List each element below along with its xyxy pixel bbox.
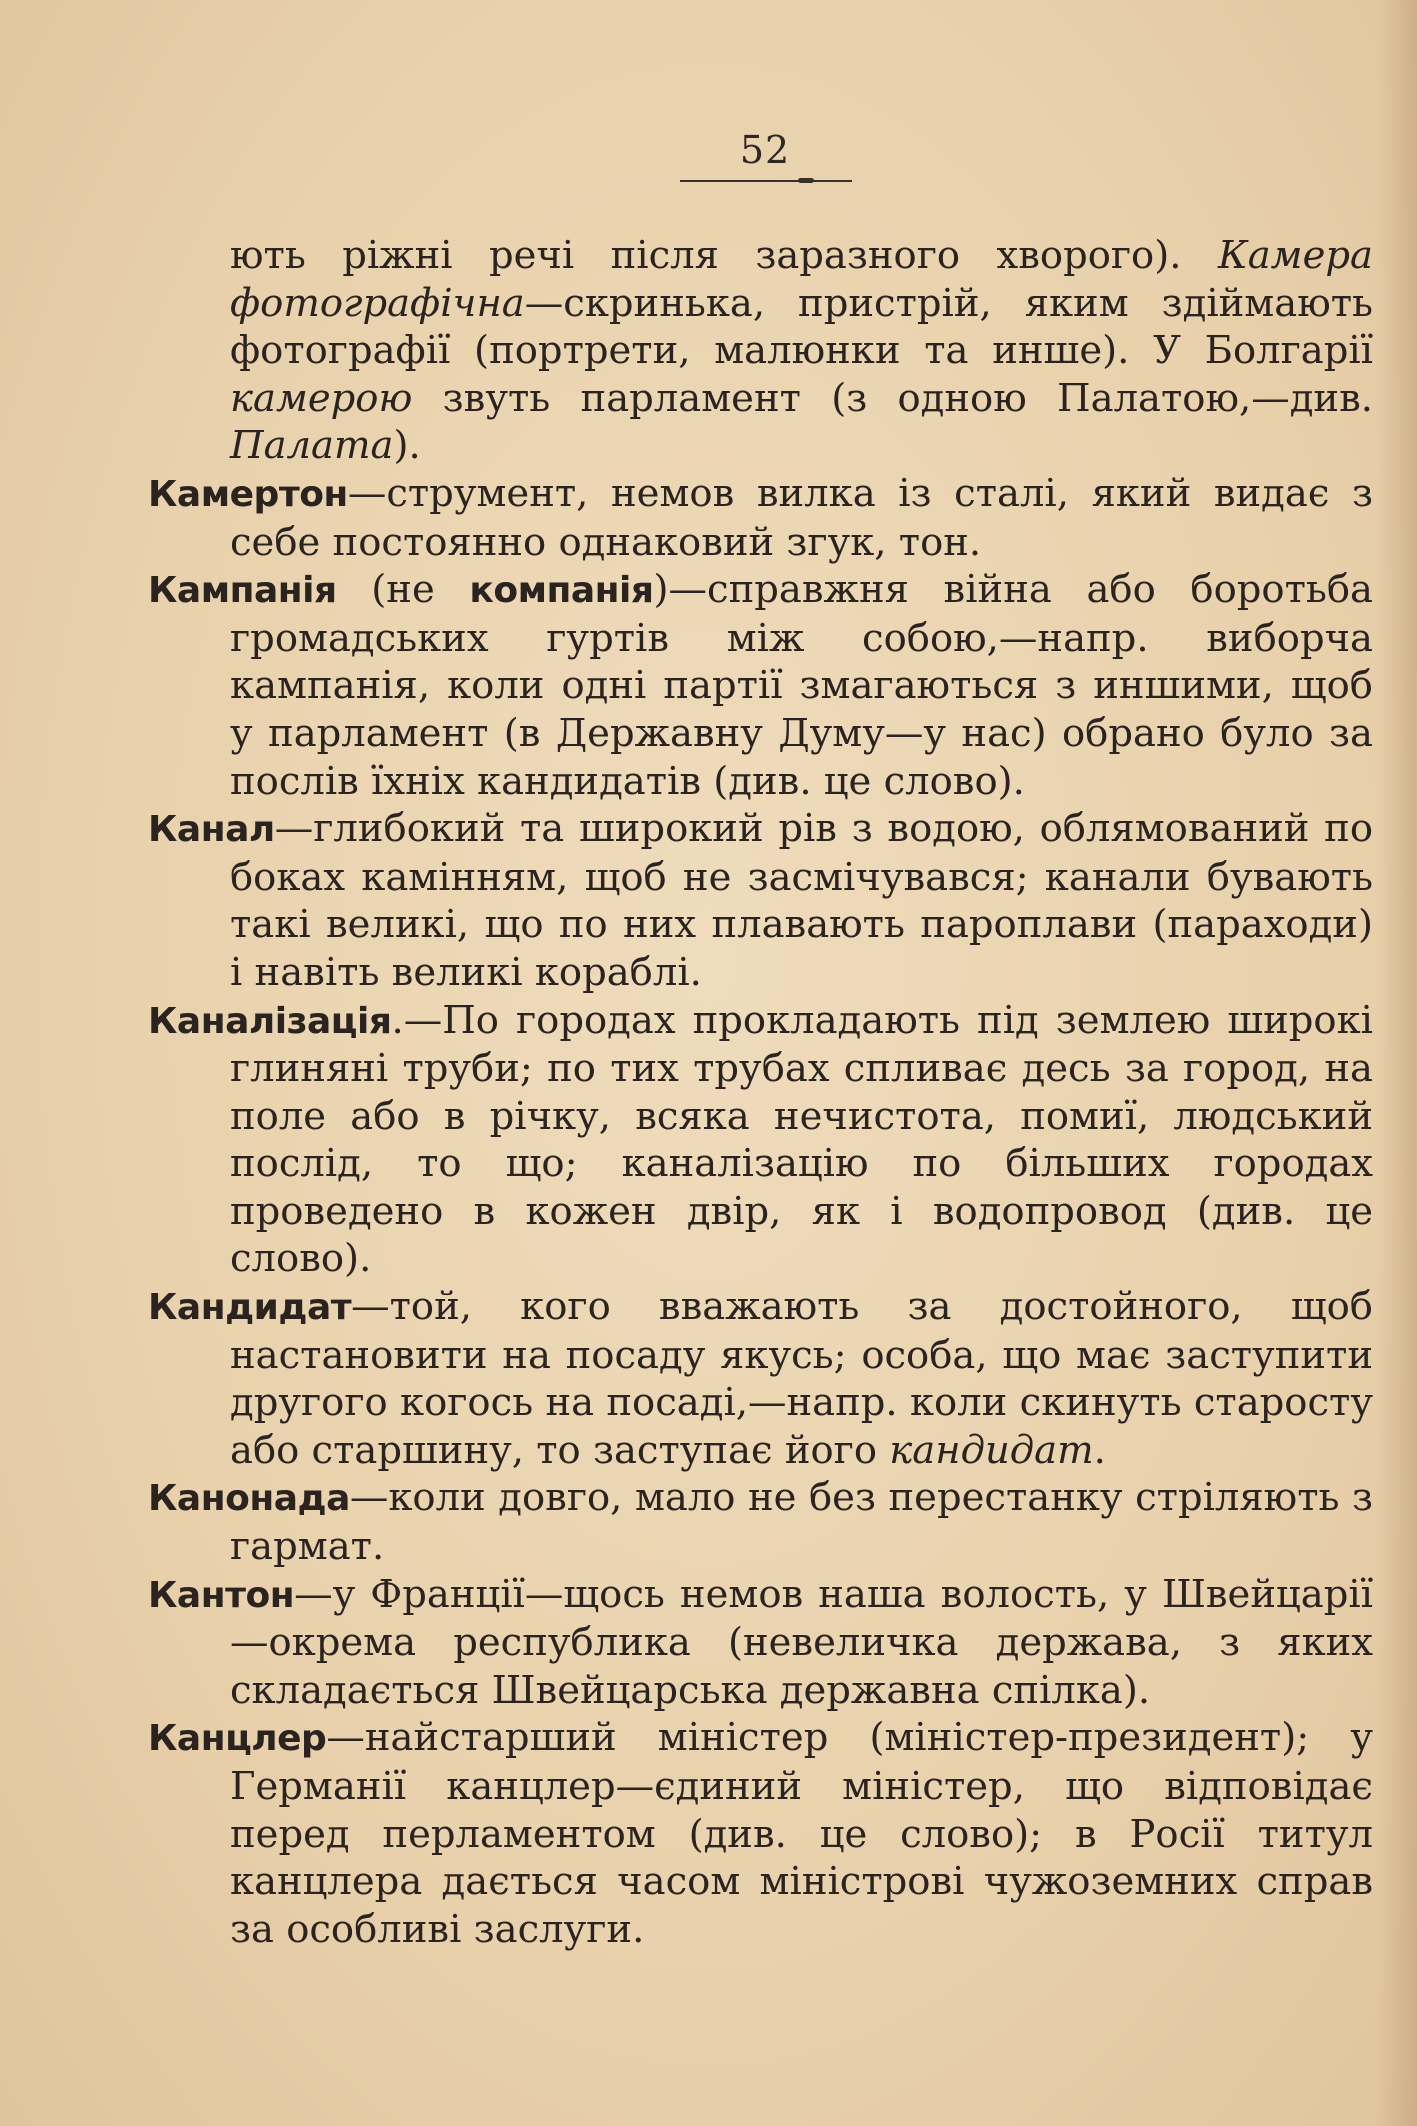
headword: Канонада <box>148 1478 350 1520</box>
definition: (не <box>336 567 470 613</box>
dictionary-text <box>148 232 1373 1953</box>
definition: —глибокий та широкий рів з водою, облямований по боках камінням, щоб не засмічувався; канали бувають такі великі, що по них плавають пароплави (параходи) і навіть великі кораблі. <box>230 806 1373 995</box>
definition: .—По городах прокладають під землею широкі глиняні труби; по тих трубах спливає десь за город, на поле або в річку, всяка нечистота, помиї, людський послід, то що; каналізацію по більших городах проведено в кожен двір, як і водопровод (див. це слово). <box>230 997 1373 1282</box>
intro-italic-term-3: Палата <box>230 423 394 469</box>
entry-kantsler <box>148 1714 1373 1953</box>
headword: Канал <box>148 809 275 851</box>
intro-italic-term-1: Камера фотографічна <box>230 233 1373 326</box>
intro-text-3: звуть парламент (з одною Палатою,—див. <box>412 375 1373 421</box>
entry-kandydat <box>148 1283 1373 1474</box>
entry-kamerton <box>148 470 1373 566</box>
intro-text-1: ють ріжні речі після заразного хворого). <box>230 233 1218 278</box>
headword: Камертон <box>148 473 348 515</box>
headword: Кандидат <box>148 1287 352 1329</box>
definition: —той, кого вважають за достойного, щоб настановити на посаду якусь; особа, що має заступити другого когось на посаді,—напр. коли скинуть старосту або старшину, то заступає його <box>230 1284 1373 1473</box>
entry-kanonada <box>148 1474 1373 1570</box>
headword: Кампанія <box>148 570 337 612</box>
definition-continued: )—справжня війна або боротьба громадських гуртів між собою,—напр. виборча кампанія, коли одні партії змагаються з иншими, щоб у парламент (в Державну Думу—у нас) обрано було за послів їхніх кандидатів (див. це слово). <box>230 567 1373 804</box>
entry-kampaniia <box>148 566 1373 805</box>
definition: —у Франції—щось немов наша волость, у Швейцарії—окрема республика (невеличка держава, з яких складається Швейцарська державна спілка). <box>230 1571 1373 1713</box>
definition: —коли довго, мало не без перестанку стріляють з гармат. <box>230 1475 1373 1570</box>
definition: —найстарший міністер (міністер-президент); у Германії канцлер—єдиний міністер, що відповідає перед перламентом (див. це слово); в Росії титул канцлера дається часом міністрові чужоземних справ за особливі заслуги. <box>230 1715 1373 1952</box>
italic-term: кандидат <box>889 1427 1094 1473</box>
page-edge-shadow <box>1377 0 1417 2126</box>
intro-italic-term-2: камерою <box>230 375 413 421</box>
entry-kanal <box>148 805 1373 996</box>
page-number-rule <box>680 180 852 182</box>
definition-end: . <box>1093 1427 1106 1473</box>
headword-secondary: компанія <box>469 570 654 612</box>
entry-kanton <box>148 1571 1373 1715</box>
intro-text-2: —скринька, пристрій, яким здіймають фотографії (портрети, малюнки та инше). У Болгарії <box>230 280 1373 374</box>
definition: —струмент, немов вилка із сталі, який видає з себе постоянно однаковий згук, тон. <box>230 470 1373 565</box>
headword: Канцлер <box>148 1718 327 1760</box>
continued-entry <box>148 232 1373 470</box>
intro-text-4: ). <box>393 423 421 469</box>
page-number: 52 <box>739 128 791 172</box>
headword: Кантон <box>148 1574 295 1616</box>
headword: Каналізація <box>148 1000 392 1042</box>
entry-kanalizatsiia <box>148 997 1373 1284</box>
